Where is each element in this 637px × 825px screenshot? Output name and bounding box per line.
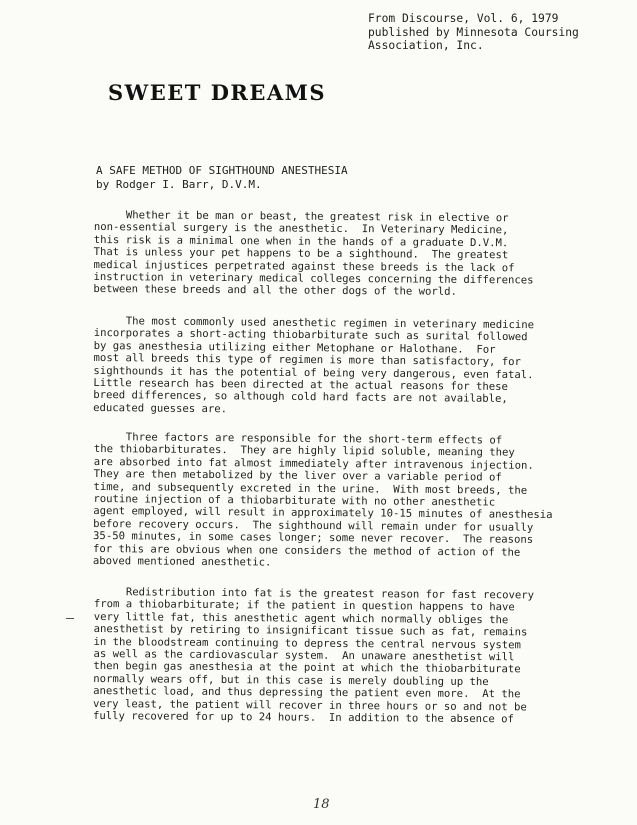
paragraph-line: fully recovered for up to 24 hours. In addition to the absence of: [92, 710, 514, 726]
paragraph-line: breed differences, so although cold hard facts are not available,: [93, 389, 508, 406]
paragraph-line: Whether it be man or beast, the greatest risk in elective or: [93, 209, 509, 225]
paragraph-line: time, and subsequently excreted in the urine. With most breeds, the: [93, 480, 528, 497]
paragraph-line: sighthounds it has the potential of being very dangerous, even fatal.: [93, 364, 534, 381]
paragraph-line: Little research has been directed at the actual reasons for these: [93, 377, 508, 394]
document-title: SWEET DREAMS: [108, 80, 327, 105]
source-citation: [368, 12, 630, 53]
article-subtitle: A SAFE METHOD OF SIGHTHOUND ANESTHESIA: [96, 164, 348, 177]
paragraph-line: instruction in veterinary medical colleges concerning the differences: [93, 271, 534, 287]
paragraph-line: routine injection of a thiobarbiturate with no other anesthetic: [93, 493, 496, 509]
paragraph: [92, 431, 553, 571]
paragraph-line: very little fat, this anesthetic agent which normally obliges the: [93, 610, 509, 627]
paragraph-line: normally wears off, but in this case is merely doubling up the: [93, 672, 489, 688]
paragraph-line: 35-50 minutes, in some cases longer; some never recover. The reasons: [93, 530, 534, 547]
margin-mark: [66, 618, 74, 619]
paragraph-line: incorporates a short-acting thiobarbiturate such as surital followed: [93, 327, 528, 344]
paragraph-line: before recovery occurs. The sighthound will remain under for usually: [93, 517, 534, 534]
paragraph-line: by gas anesthesia utilizing either Metophane or Halothane. For: [93, 339, 496, 356]
paragraph-line: the thiobarbiturates. They are highly lipid soluble, meaning they: [93, 443, 515, 460]
paragraph-line: most all breeds this type of regimen is more than satisfactory, for: [93, 352, 521, 369]
paragraph-line: That is unless your pet happens to be a sighthound. The greatest: [93, 246, 509, 262]
paragraph-line: between these breeds and all the other dogs of the world.: [93, 283, 457, 299]
paragraph-line: for this are obvious when one considers the method of action of the: [92, 542, 521, 559]
paragraph-line: non-essential surgery is the anesthetic. In Veterinary Medicine,: [93, 221, 509, 237]
article-heading: [96, 164, 556, 191]
paragraph-line: medical injustices perpetrated against these breeds is the lack of: [93, 258, 515, 274]
paragraph-line: The most commonly used anesthetic regimen in veterinary medicine: [93, 315, 535, 332]
paragraph: [93, 586, 534, 726]
source-line: From Discourse, Vol. 6, 1979: [368, 12, 559, 25]
paragraph-line: very least, the patient will recover in three hours or so and not be: [93, 697, 527, 714]
article-author: by Rodger I. Barr, D.V.M.: [96, 177, 262, 191]
paragraph-line: Redistribution into fat is the greatest reason for fast recovery: [93, 586, 535, 602]
paragraph-line: as well as the cardiovascular system. An unaware anesthetist will: [93, 648, 515, 664]
paragraph-line: They are then metabolized by the liver over a variable period of: [93, 468, 502, 484]
paragraph-line: then begin gas anesthesia at the point at which the thiobarbiturate: [93, 660, 521, 676]
paragraph-line: educated guesses are.: [93, 401, 228, 416]
paragraph-line: this risk is a minimal one when in the hands of a graduate D.V.M.: [93, 233, 509, 250]
paragraph-line: Three factors are responsible for the short-term effects of: [93, 431, 503, 447]
paragraph-line: in the bloodstream continuing to depress the central nervous system: [93, 635, 521, 651]
paragraph: [93, 315, 534, 418]
paragraph-line: are absorbed into fat almost immediately after intravenous injection.: [93, 455, 534, 472]
paragraph-line: aboved mentioned anesthetic.: [92, 555, 272, 569]
source-line: Association, Inc.: [368, 39, 484, 52]
paragraph-line: anesthetic load, and thus depressing the patient even more. At the: [93, 685, 521, 701]
page-number: 18: [313, 797, 330, 812]
source-line: published by Minnesota Coursing: [368, 25, 579, 39]
paragraph-line: anesthetist by retiring to insignificant tissue such as fat, remains: [93, 623, 528, 639]
paragraph: [93, 209, 534, 299]
paragraph-line: agent employed, will result in approximately 10-15 minutes of anesthesia: [93, 505, 553, 522]
paragraph-line: from a thiobarbiturate; if the patient in question happens to have: [93, 598, 515, 614]
